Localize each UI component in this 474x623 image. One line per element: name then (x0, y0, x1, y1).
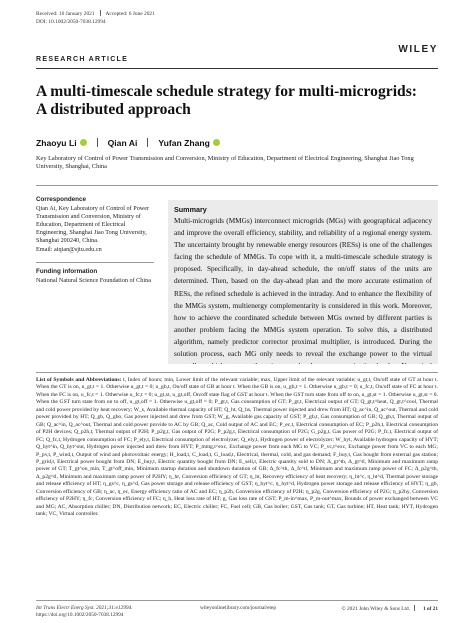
orcid-icon[interactable] (213, 139, 220, 146)
header-divider (36, 68, 438, 69)
correspondence-email[interactable]: Email: aiqian@sjtu.edu.cn (36, 245, 102, 253)
symbols-text: t, Index of hours; min, Lower limit of the relevant variable; max, Upper limit of the relevant variable; u_gt,t, On/off state of GT at hour t. When the GT is on, u_gt,t = 1. Otherwise u_gt,t = 0; u_gb,t, On/off state of GB at hour t. When the GB is on, u_gb,t = 1. Otherwise u_gb,t = 0; u_fc,t, On/off state of FC at hour t. When the FC is on, u_fc,t = 1. Otherwise u_fc,t = 0; u_gt,st, u_gt,off, On/off state flag of GST at hour t. When the GST turn state from off to on, u_gt,st = 1. Otherwise u_gt,st = 0. When the GST turn state from on to off, u_gt,off = 1. Otherwise u_gt,off = 0; P_gt,t, Gas consumption of GT; P_gt,t, Electrical output of GT; Q_gt,t^heat, Q_gt,t^cool, Thermal and cold power provided by heat recovery; W_s, Available thermal capacity of HT; Q_ht, Q_hs, Thermal power injected and drew from HT; Q_ac^in, Q_ac^out, Thermal and cold power provided by HT; Q_gb, Q_gbo, Gas power injected and drew from GST; W_g, Available gas capacity of GST; P_gb,t, Gas consumption of GB; Q_gb,t, Thermal output of GB; Q_ac^in, Q_ac^out, Thermal and cold power provide to AC by GB; Q_ac, Cold output of AC and EC; P_ec,t, Electrical consumption of EC; P_p2h,t, Electrical consumption of P2H devices; Q_p2h,t, Thermal output of P2H; P_p2g,t, Gas output of P2G; P_p2g,t, Electrical consumption of P2G; G_p2g,t, Gas power of P2G; P_fc,t, Electrical output of FC; Q_fc,t, Hydrogen consumption of FC; P_ely,t, Electrical consumption of electrolyzer; Q_ely,t, Hydrogen power of electrolyzer; W_hyt, Available hydrogen capacity of HYT; Q_hyt^in, Q_hyt^out, Hydrogen power injected and drew from HYT; P_mmg,t^exc, Exchange power from each MG to VC; P_vc,t^exc, Exchange power from VC to each MG; P_pv,t, P_wind,t, Output of wind and photovoltaic energy; H_load,t, C_load,t, G_load,t, Electrical, thermal, cold, and gas demand; F_buy,t, Gas bought from external gas station; P_grid,t, Electrical power bought from DN; E_buy,t, Electric quantity bought from DN; E_sell,t, Electric quantity sold to DN; Δ_gt^th, Δ_gt^tl, Minimum and maximum ramp power of GT; T_gt^on_min, T_gt^off_min, Minimum startup duration and shutdown duration of GB; Δ_fc^th, Δ_fc^tl, Minimum and maximum ramp power of FC; Δ_p2g^th, Δ_p2g^tl, Minimum and maximum ramp power of P2HY; η_hr, Conversion efficiency of GT; η_ht, Recovery efficiency of heat recovery; η_ht^c, η_ht^d, Thermal power storage and release efficiency of HT; η_gs^c, η_gs^d, Gas power storage and release efficiency of GST; η_hyt^c, η_hyt^d, Hydrogen power storage and release efficiency of HYT; η_gb, Conversion efficiency of GB; η_ac, η_ec, Energy efficiency ratio of AC and EC; η_p2h, Conversion efficiency of P2H; η_p2g, Conversion efficiency of P2G; η_p2hy, Conversion efficiency of P2HY; η_fc, Conversion efficiency of FC; η_h, Heat loss rate of HT; g, Gas loss rate of GST; P_m-in^max, P_m-out^max, Bounds of power exchanged between VC and MG; AC, Absorption chiller; DN, Distribution network; EC, Electric chiller; FC, Fuel cell; GB, Gas boiler; GST, Gas tank; GT, Gas turbine; HT, Heat tank; HYT, Hydrogen tank; VC, Virtual controller. (36, 377, 438, 518)
summary-heading: Summary (174, 205, 207, 214)
summary-text: Multi-microgrids (MMGs) interconnect microgrids (MGs) with geographical adjacency and improve the overall efficiency, stability, and reliability of a regional energy system. The uncertainty brought by renewable energy resources (RESs) is one of the challenges facing the schedule of MMGs. To cope with it, a multi-timescale schedule strategy is proposed. Specifically, in day-ahead schedule, the on/off states of the units are determined. Then, based on the day-ahead plan and the more accurate estimation of RESs, the refined schedule is achieved in the intraday. And to enhance the flexibility of the MMGs system, multienergy complementarity is considered in this work. Moreover, how to achieve the coordinated schedule between MGs owned by different parties is another problem facing the MMGs system operation. To solve this, a distributed algorithm, namely predictor corrector proximal multiplier, is introduced. During the solution process, each MG only needs to reveal the exchange power to the virtual (174, 217, 432, 359)
page-number: 1 of 21 (422, 606, 438, 612)
author-separator (97, 138, 98, 147)
footer-separator (414, 605, 415, 611)
correspondence-section (36, 196, 154, 254)
author-separator (147, 138, 148, 147)
footer-citation (36, 605, 132, 619)
symbols-list (36, 377, 438, 595)
copyright: © 2021 John Wiley & Sons Ltd. (341, 606, 410, 612)
sidebar-divider (36, 262, 154, 263)
symbols-divider (36, 372, 438, 373)
received-date: Received: 10 January 2021 (36, 11, 95, 17)
correspondence-text: Qian Ai, Key Laboratory of Control of Power Transmission and Conversion, Ministry of Education, Department of Electrical Engineering, Shanghai Jiao Tong University, Shanghai 200240, China. (36, 205, 150, 245)
affiliation: Key Laboratory of Control of Power Transmission and Conversion, Ministry of Education, Department of Electrical Engineering, Shanghai Jiao Tong University, Shanghai, China (36, 155, 414, 171)
funding-section (36, 268, 154, 285)
article-dates (36, 10, 155, 26)
summary-box (168, 200, 438, 364)
footer-right (342, 605, 438, 612)
accepted-date: Accepted: 6 June 2021 (105, 11, 155, 17)
doi-link[interactable]: https://doi.org/10.1002/2050-7038.12994 (36, 612, 124, 618)
journal-citation: Int Trans Electr Energ Syst. 2021;31:e12994. (36, 605, 133, 611)
affiliation-divider (36, 185, 438, 186)
publisher-logo: WILEY (398, 44, 438, 55)
article-doi[interactable]: DOI: 10.1002/2050-7038.12994 (36, 18, 106, 25)
date-separator (100, 10, 101, 16)
author-name[interactable]: Zhaoyu Li (36, 138, 87, 148)
correspondence-heading: Correspondence (36, 196, 87, 203)
funding-heading: Funding information (36, 268, 98, 275)
journal-site-link[interactable]: wileyonlinelibrary.com/journal/etep (200, 605, 276, 611)
article-type: RESEARCH ARTICLE (36, 56, 129, 63)
orcid-icon[interactable] (80, 139, 87, 146)
funding-text: National Natural Science Foundation of China (36, 277, 151, 285)
author-name[interactable]: Yufan Zhang (158, 138, 220, 148)
paper-title (36, 83, 438, 119)
author-name[interactable]: Qian Ai (107, 138, 138, 148)
author-list (36, 138, 220, 148)
symbols-heading: List of Symbols and Abbreviations: (36, 377, 122, 383)
title-line-1: A multi-timescale schedule strategy for multi-microgrids: (36, 83, 417, 100)
title-line-2: A distributed approach (36, 101, 191, 118)
footer-divider (36, 600, 438, 601)
